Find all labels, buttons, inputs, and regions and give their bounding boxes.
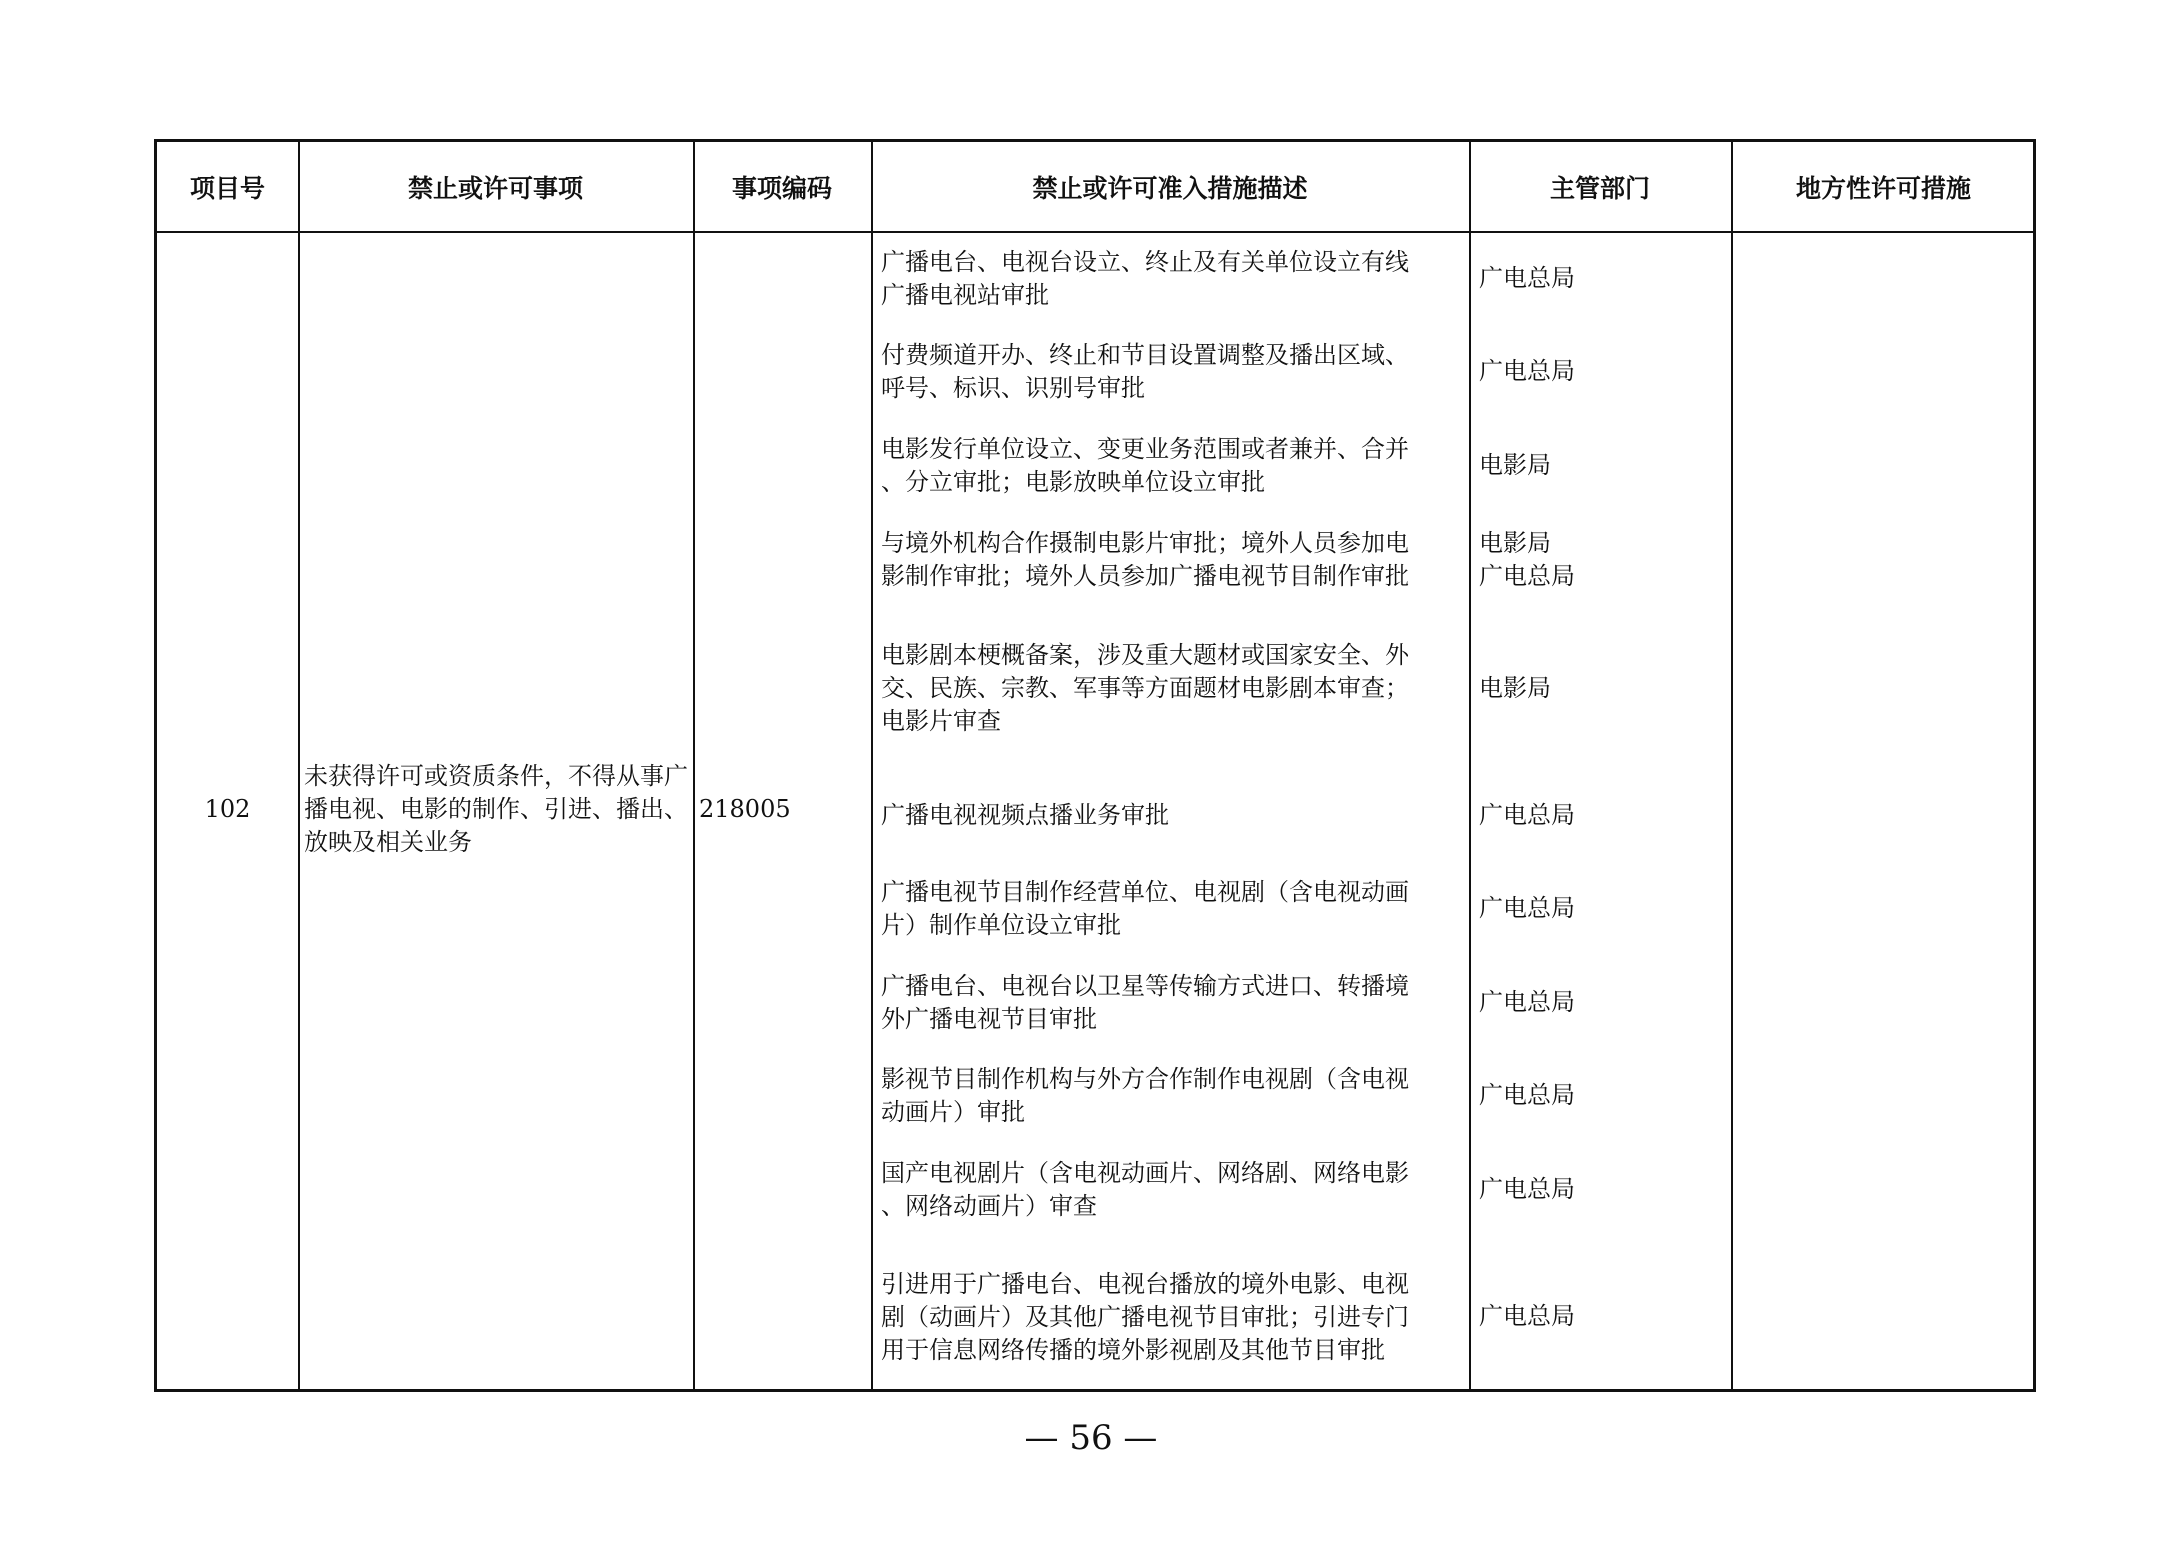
header-item-no: 项目号 [189, 174, 265, 203]
description-line: 广播电台、电视台以卫星等传输方式进口、转播境 [881, 972, 1409, 1000]
description-line: 国产电视剧片（含电视动画片、网络剧、网络电影 [881, 1159, 1409, 1187]
measure-department [1479, 672, 1729, 705]
measure-description [881, 799, 1471, 832]
measure-department [1479, 355, 1729, 388]
measure-description [881, 1063, 1471, 1129]
description-line: 广播电视节目制作经营单位、电视剧（含电视动画 [881, 878, 1409, 906]
department-line: 电影局 [1479, 674, 1551, 702]
description-line: 剧（动画片）及其他广播电视节目审批；引进专门 [881, 1303, 1409, 1331]
measure-description [881, 1157, 1471, 1223]
header-local-measures: 地方性许可措施 [1795, 174, 1971, 203]
department-line: 广电总局 [1479, 801, 1575, 829]
description-line: 影制作审批；境外人员参加广播电视节目制作审批 [881, 562, 1409, 590]
measure-description [881, 433, 1471, 499]
column-divider [1731, 142, 1733, 1389]
page-number: — 56 — [1024, 1418, 1158, 1458]
description-line: 广播电视站审批 [881, 281, 1049, 309]
measure-description [881, 339, 1471, 405]
column-divider [298, 142, 300, 1389]
department-line: 广电总局 [1479, 894, 1575, 922]
description-line: 用于信息网络传播的境外影视剧及其他节目审批 [881, 1336, 1385, 1364]
measure-department [1479, 1079, 1729, 1112]
description-line: 与境外机构合作摄制电影片审批；境外人员参加电 [881, 529, 1409, 557]
description-line: 电影片审查 [881, 707, 1001, 735]
department-line: 广电总局 [1479, 1175, 1575, 1203]
matter-code: 218005 [699, 795, 791, 823]
department-line: 广电总局 [1479, 357, 1575, 385]
header-description: 禁止或许可准入措施描述 [1032, 174, 1308, 203]
description-line: 广播电视视频点播业务审批 [881, 801, 1169, 829]
measure-department [1479, 262, 1729, 295]
department-line: 广电总局 [1479, 1081, 1575, 1109]
description-line: 交、民族、宗教、军事等方面题材电影剧本审查； [881, 674, 1409, 702]
measure-description [881, 246, 1471, 312]
measure-department [1479, 1300, 1729, 1333]
description-line: 动画片）审批 [881, 1098, 1025, 1126]
department-line: 广电总局 [1479, 264, 1575, 292]
description-line: 、分立审批；电影放映单位设立审批 [881, 468, 1265, 496]
measure-description [881, 1268, 1471, 1367]
permit-table [154, 139, 2036, 1392]
measure-description [881, 876, 1471, 942]
column-divider [871, 142, 873, 1389]
measure-description [881, 970, 1471, 1036]
description-line: 片）制作单位设立审批 [881, 911, 1121, 939]
header-code: 事项编码 [731, 174, 832, 203]
measure-department [1479, 527, 1729, 593]
header-department: 主管部门 [1549, 174, 1650, 203]
measure-department [1479, 799, 1729, 832]
measure-department [1479, 986, 1729, 1019]
department-line: 广电总局 [1479, 988, 1575, 1016]
measure-description [881, 639, 1471, 738]
department-line: 广电总局 [1479, 1302, 1575, 1330]
measure-department [1479, 1173, 1729, 1206]
description-line: 引进用于广播电台、电视台播放的境外电影、电视 [881, 1270, 1409, 1298]
measure-department [1479, 449, 1729, 482]
description-line: 电影发行单位设立、变更业务范围或者兼并、合并 [881, 435, 1409, 463]
description-line: 外广播电视节目审批 [881, 1005, 1097, 1033]
column-divider [693, 142, 695, 1389]
description-line: 呼号、标识、识别号审批 [881, 374, 1145, 402]
header-matter: 禁止或许可事项 [407, 174, 583, 203]
item-number: 102 [204, 795, 251, 823]
description-line: 影视节目制作机构与外方合作制作电视剧（含电视 [881, 1065, 1409, 1093]
matter-text: 未获得许可或资质条件，不得从事广播电视、电影的制作、引进、播出、放映及相关业务 [304, 762, 688, 856]
description-line: 付费频道开办、终止和节目设置调整及播出区域、 [881, 341, 1409, 369]
department-line: 电影局 [1479, 529, 1551, 557]
description-line: 广播电台、电视台设立、终止及有关单位设立有线 [881, 248, 1409, 276]
measure-description [881, 527, 1471, 593]
description-line: 电影剧本梗概备案，涉及重大题材或国家安全、外 [881, 641, 1409, 669]
description-line: 、网络动画片）审查 [881, 1192, 1097, 1220]
measure-department [1479, 892, 1729, 925]
department-line: 电影局 [1479, 451, 1551, 479]
department-line: 广电总局 [1479, 562, 1575, 590]
